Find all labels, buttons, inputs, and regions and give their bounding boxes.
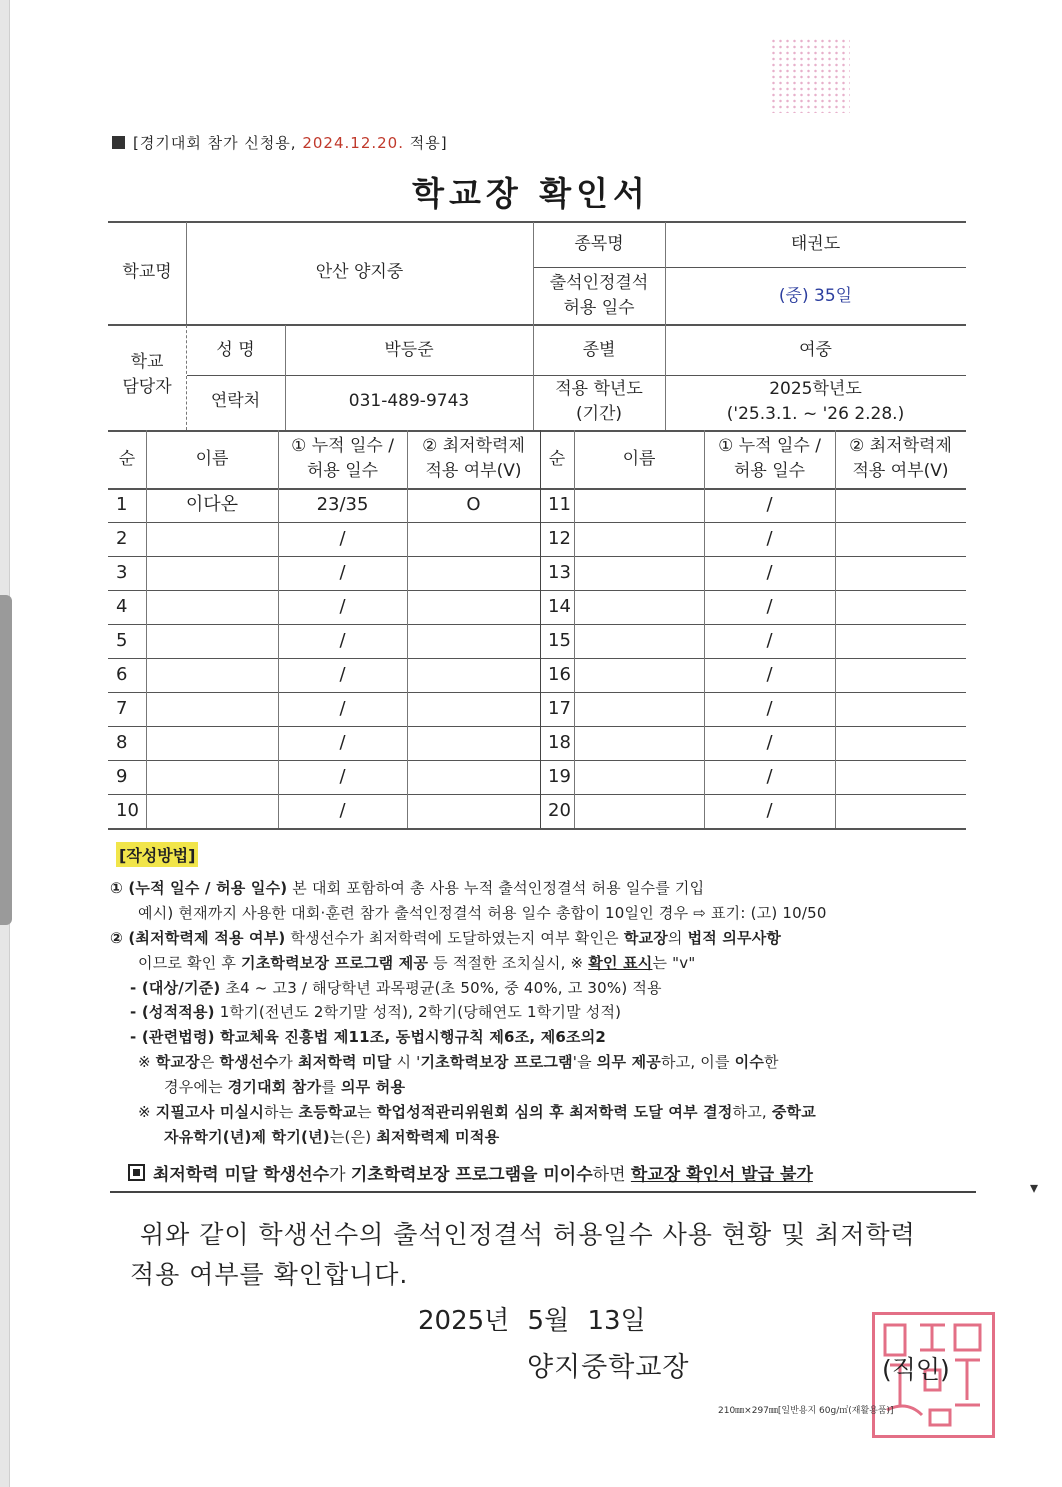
- confirmation-line-1: 위와 같이 학생선수의 출석인정결석 허용일수 사용 현황 및 최저학력: [140, 1220, 916, 1249]
- table-header-cell: ① 누적 일수 /: [291, 436, 394, 456]
- confirmation-line-2: 적용 여부를 확인합니다.: [130, 1260, 409, 1289]
- table-row-line: [108, 658, 966, 659]
- row-days: /: [766, 766, 773, 787]
- info-top-border: [108, 221, 966, 223]
- stray-mark: ▾: [1030, 1178, 1039, 1197]
- table-column-line: [146, 430, 147, 828]
- row-days: /: [339, 562, 346, 583]
- instruction-line-1: ① (누적 일수 / 허용 일수) 본 대회 포함하여 총 사용 누적 출석인정결석 허용 일수를 기입: [110, 879, 705, 897]
- row-days: /: [766, 698, 773, 719]
- row-number: 2: [116, 528, 128, 549]
- manager-label-1: 학교: [130, 352, 164, 372]
- sport-value: 태권도: [790, 234, 841, 254]
- type-label: 종별: [582, 340, 616, 360]
- table-row-line: [108, 522, 966, 523]
- form-header: [112, 132, 448, 153]
- header-prefix: [경기대회 참가 신청용,: [133, 134, 303, 152]
- row-days: 23/35: [316, 494, 369, 515]
- table-column-line: [407, 430, 408, 828]
- table-header-cell: 이름: [195, 449, 229, 469]
- row-number: 18: [548, 732, 571, 753]
- seal-label: (직인): [882, 1355, 950, 1384]
- table-header-cell: 이름: [622, 449, 656, 469]
- row-days: /: [766, 630, 773, 651]
- notice-line: 최저학력 미달 학생선수가 기초학력보장 프로그램을 미이수하면 학교장 확인서 발급 불가: [128, 1160, 813, 1185]
- instruction-line-5: - (대상/기준) 초4 ~ 고3 / 해당학년 과목평균(초 50%, 중 40%, 고 30%) 적용: [130, 979, 662, 997]
- row-days: /: [339, 630, 346, 651]
- row-days: /: [339, 732, 346, 753]
- row-days: /: [339, 766, 346, 787]
- row-min-check: O: [466, 494, 481, 515]
- table-column-line: [835, 430, 836, 828]
- instructions-title: [작성방법]: [116, 842, 198, 867]
- year-label-2: (기간): [575, 404, 623, 424]
- scroll-handle[interactable]: [0, 595, 12, 925]
- sport-label: 종목명: [574, 234, 624, 254]
- type-value: 여중: [799, 340, 832, 360]
- row-days: /: [766, 800, 773, 821]
- table-row-line: [108, 794, 966, 795]
- print-spec-footer: 210㎜×297㎜[일반용지 60g/㎡(재활용품)]: [718, 1406, 894, 1416]
- table-header-cell: 순: [548, 449, 566, 469]
- row-number: 17: [548, 698, 571, 719]
- row-number: 1: [116, 494, 128, 515]
- row-number: 4: [116, 596, 128, 617]
- school-value: 안산 양지중: [315, 262, 404, 282]
- instruction-line-8: ※ 학교장은 학생선수가 최저학력 미달 시 '기초학력보장 프로그램'을 의무 제공하고, 이를 이수한: [138, 1053, 779, 1071]
- row-name: 이다온: [185, 494, 239, 515]
- table-header-cell: ① 누적 일수 /: [718, 436, 821, 456]
- square-bullet-icon: [112, 136, 125, 149]
- table-row-line: [108, 556, 966, 557]
- table-row-line: [108, 760, 966, 761]
- instruction-line-10: ※ 지필고사 미실시하는 초등학교는 학업성적관리위원회 심의 후 최저학력 도달 여부 결정하고, 중학교: [138, 1103, 816, 1121]
- row-number: 8: [116, 732, 128, 753]
- row-days: /: [339, 664, 346, 685]
- row-days: /: [339, 800, 346, 821]
- allow-label-2: 허용 일수: [563, 298, 635, 318]
- contact-label: 연락처: [210, 391, 261, 411]
- table-header-cell: 순: [118, 449, 136, 469]
- info-line: [108, 430, 966, 432]
- row-number: 10: [116, 800, 139, 821]
- row-number: 20: [548, 800, 571, 821]
- table-row-line: [108, 828, 966, 830]
- instruction-line-2: 예시) 현재까지 사용한 대회·훈련 참가 출석인정결석 허용 일수 총합이 10일인 경우 ⇨ 표기: (고) 10/50: [138, 904, 827, 922]
- instruction-line-3: ② (최저학력제 적용 여부) 학생선수가 최저학력에 도달하였는지 여부 확인은 학교장의 법적 의무사항: [110, 929, 782, 947]
- name-label: 성 명: [216, 340, 255, 360]
- header-suffix: 적용]: [404, 134, 448, 152]
- instruction-line-11: 자유학기(년)제 학기(년)는(은) 최저학력제 미적용: [164, 1128, 500, 1146]
- year-value-2: ('25.3.1. ~ '26 2.28.): [726, 404, 905, 424]
- row-number: 3: [116, 562, 128, 583]
- row-days: /: [766, 494, 773, 515]
- table-header-cell: 적용 여부(V): [852, 461, 949, 481]
- school-label: 학교명: [122, 262, 172, 282]
- checkbox-bullet-icon: [128, 1164, 145, 1181]
- row-number: 12: [548, 528, 571, 549]
- row-days: /: [766, 528, 773, 549]
- table-header-cell: ② 최저학력제: [422, 436, 525, 456]
- name-value: 박등준: [384, 340, 434, 360]
- contact-value: 031-489-9743: [348, 391, 470, 411]
- table-row-line: [108, 726, 966, 727]
- row-days: /: [339, 698, 346, 719]
- principal-title: 양지중학교장: [527, 1352, 690, 1383]
- instruction-line-6: - (성적적용) 1학기(전년도 2학기말 성적), 2학기(당해연도 1학기말 성적): [130, 1003, 622, 1021]
- info-line: [187, 375, 966, 376]
- table-row-line: [108, 692, 966, 693]
- row-days: /: [766, 732, 773, 753]
- notice-divider: [110, 1191, 976, 1193]
- issue-date: 2025년 5월 13일: [418, 1306, 646, 1336]
- header-date: 2024.12.20.: [302, 134, 404, 152]
- row-number: 14: [548, 596, 571, 617]
- manager-label-2: 담당자: [122, 377, 172, 397]
- instruction-line-9: 경우에는 경기대회 참가를 의무 허용: [164, 1078, 406, 1096]
- row-days: /: [339, 596, 346, 617]
- year-label-1: 적용 학년도: [555, 379, 643, 399]
- allow-label-1: 출석인정결석: [549, 273, 649, 293]
- info-line: [533, 267, 966, 268]
- row-number: 7: [116, 698, 128, 719]
- row-number: 16: [548, 664, 571, 685]
- row-days: /: [766, 596, 773, 617]
- instruction-line-7: - (관련법령) 학교체육 진흥법 제11조, 동법시행규칙 제6조, 제6조의2: [130, 1028, 607, 1046]
- row-days: /: [339, 528, 346, 549]
- year-value-1: 2025학년도: [769, 379, 862, 399]
- allow-value: (중) 35일: [778, 286, 853, 306]
- row-number: 6: [116, 664, 128, 685]
- row-number: 11: [548, 494, 571, 515]
- row-days: /: [766, 562, 773, 583]
- row-number: 9: [116, 766, 128, 787]
- row-number: 15: [548, 630, 571, 651]
- table-row-line: [108, 590, 966, 591]
- row-number: 19: [548, 766, 571, 787]
- row-number: 13: [548, 562, 571, 583]
- row-days: /: [766, 664, 773, 685]
- document-title: 학교장 확인서: [412, 174, 650, 213]
- table-header-cell: 허용 일수: [733, 461, 806, 481]
- table-header-cell: 허용 일수: [306, 461, 379, 481]
- instruction-line-4: 이므로 확인 후 기초학력보장 프로그램 제공 등 적절한 조치실시, ※ 확인 표시는 "v": [138, 954, 696, 972]
- table-column-line: [574, 430, 575, 828]
- info-line: [108, 324, 966, 326]
- row-number: 5: [116, 630, 128, 651]
- table-header-cell: 적용 여부(V): [425, 461, 522, 481]
- table-header-cell: ② 최저학력제: [849, 436, 952, 456]
- table-header-border: [108, 488, 966, 490]
- stamp-speckle: [770, 38, 850, 113]
- table-row-line: [108, 624, 966, 625]
